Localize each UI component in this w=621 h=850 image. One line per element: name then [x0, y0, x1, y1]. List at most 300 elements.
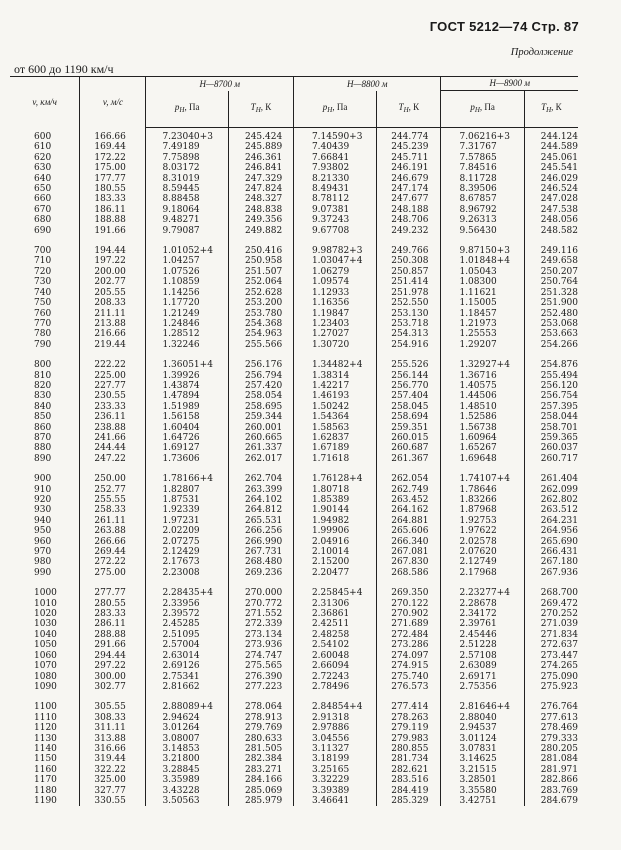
table-cell: 247.824	[228, 184, 293, 194]
col-temperature-8800: $T_H$, К	[377, 91, 441, 128]
table-cell: 1.34482+4	[293, 360, 376, 370]
table-cell: 1.32246	[146, 340, 229, 350]
table-cell: 890	[10, 454, 80, 464]
table-cell: 2.94537	[441, 723, 524, 733]
table-cell: 2.45285	[146, 619, 229, 629]
table-cell: 266.990	[228, 537, 293, 547]
table-cell: 277.414	[377, 702, 441, 712]
table-cell: 3.35989	[146, 775, 229, 785]
table-row	[10, 537, 578, 547]
table-cell: 1.09574	[293, 277, 376, 287]
table-cell: 269.236	[228, 568, 293, 578]
table-cell: 252.480	[540, 308, 578, 319]
table-cell: 1.03047+4	[293, 256, 376, 266]
table-cell: 280.205	[540, 743, 578, 754]
table-cell: 3.14625	[441, 754, 524, 764]
table-cell: 272.637	[540, 640, 578, 651]
table-cell: 325.00	[80, 775, 146, 785]
table-cell: 250.764	[540, 277, 578, 288]
table-cell: 248.582	[540, 225, 578, 236]
table-cell: 1.36716	[441, 371, 524, 381]
table-cell: 790	[10, 340, 80, 350]
table-cell: 1110	[10, 713, 80, 723]
table-cell: 2.69126	[146, 661, 229, 671]
table-cell: 272.22	[80, 557, 146, 567]
table-cell: 246.524	[540, 184, 578, 195]
table-cell: 1020	[10, 609, 80, 619]
table-cell: 270.902	[377, 609, 441, 619]
table-cell: 7.06216+3	[441, 128, 524, 143]
table-cell: 253.718	[377, 319, 441, 329]
table-cell: 268.700	[540, 588, 578, 599]
table-row	[10, 340, 578, 350]
table-cell: 3.11327	[293, 744, 376, 754]
table-cell: 1010	[10, 599, 80, 609]
table-cell: 255.566	[228, 340, 293, 350]
table-cell: 7.14590+3	[293, 128, 376, 143]
table-cell: 251.507	[228, 267, 293, 277]
table-cell: 1.56738	[441, 423, 524, 433]
range-caption: от 600 до 1190 км/ч	[14, 62, 114, 76]
table-cell: 278.913	[228, 713, 293, 723]
table-cell: 251.328	[540, 287, 578, 298]
table-cell: 279.333	[540, 733, 578, 744]
table-cell: 263.452	[377, 495, 441, 505]
table-cell: 282.866	[540, 775, 578, 786]
table-row	[10, 246, 578, 256]
table-cell: 245.711	[377, 153, 441, 163]
table-cell: 245.889	[228, 142, 293, 152]
table-cell: 279.769	[228, 723, 293, 733]
table-cell: 264.102	[228, 495, 293, 505]
table-cell: 670	[10, 205, 80, 215]
table-cell: 236.11	[80, 412, 146, 422]
table-cell: 1.73606	[146, 454, 229, 464]
table-cell: 1.42217	[293, 381, 376, 391]
table-cell: 246.029	[540, 173, 578, 184]
table-cell: 960	[10, 537, 80, 547]
table-cell: 260.001	[228, 423, 293, 433]
table-cell: 281.505	[228, 744, 293, 754]
table-cell: 740	[10, 288, 80, 298]
table-cell: 8.88458	[146, 194, 229, 204]
table-cell: 1.60964	[441, 433, 524, 443]
table-cell: 244.124	[540, 132, 578, 142]
table-cell: 262.802	[540, 495, 578, 505]
table-cell: 245.061	[540, 152, 578, 163]
table-cell: 180.55	[80, 184, 146, 194]
col-v-ms: v, м/с	[80, 77, 146, 128]
table-cell: 222.22	[80, 360, 146, 370]
table-cell: 620	[10, 153, 80, 163]
col-v-kmh: v, км/ч	[10, 77, 80, 128]
table-cell: 3.04556	[293, 734, 376, 744]
table-cell: 2.75341	[146, 672, 229, 682]
table-cell: 311.11	[80, 723, 146, 733]
table-cell: 246.361	[228, 153, 293, 163]
table-cell: 840	[10, 402, 80, 412]
table-cell: 177.77	[80, 174, 146, 184]
table-cell: 1.30720	[293, 340, 376, 350]
table-cell: 1070	[10, 661, 80, 671]
table-cell: 276.764	[540, 702, 578, 713]
table-cell: 194.44	[80, 246, 146, 256]
table-cell: 8.96792	[441, 205, 524, 215]
table-cell: 275.565	[228, 661, 293, 671]
table-cell: 1.32927+4	[441, 360, 524, 370]
table-cell: 266.340	[377, 537, 441, 547]
table-cell: 268.480	[228, 557, 293, 567]
table-row	[10, 163, 578, 173]
table-cell: 8.39506	[441, 184, 524, 194]
table-cell: 260.665	[228, 433, 293, 443]
table-cell: 2.07620	[441, 547, 524, 557]
table-cell: 319.44	[80, 754, 146, 764]
table-cell: 258.694	[377, 412, 441, 422]
table-cell: 267.731	[228, 547, 293, 557]
col-temperature-8700: $T_H$, К	[228, 91, 293, 128]
table-cell: 260.015	[377, 433, 441, 443]
table-cell: 255.526	[377, 360, 441, 370]
table-cell: 2.78496	[293, 682, 376, 692]
table-cell: 256.770	[377, 381, 441, 391]
table-cell: 2.42511	[293, 619, 376, 629]
table-cell: 870	[10, 433, 80, 443]
table-cell: 313.88	[80, 734, 146, 744]
table-row	[10, 557, 578, 567]
table-cell: 9.87150+3	[441, 246, 524, 256]
table-cell: 1100	[10, 702, 80, 712]
table-row	[10, 433, 578, 443]
table-cell: 271.689	[377, 619, 441, 629]
table-cell: 1.15005	[441, 298, 524, 308]
group-spacer	[10, 464, 578, 474]
table-cell: 316.66	[80, 744, 146, 754]
table-row	[10, 723, 578, 733]
table-cell: 267.081	[377, 547, 441, 557]
continuation-label: Продолжение	[510, 47, 573, 58]
table-row	[10, 640, 578, 650]
table-cell: 267.830	[377, 557, 441, 567]
table-cell: 249.658	[540, 256, 578, 267]
table-cell: 188.88	[80, 215, 146, 225]
table-cell: 274.915	[377, 661, 441, 671]
table-cell: 186.11	[80, 205, 146, 215]
table-cell: 250.308	[377, 256, 441, 266]
table-cell: 278.064	[228, 702, 293, 712]
table-cell: 9.18064	[146, 205, 229, 215]
table-cell: 680	[10, 215, 80, 225]
table-cell: 1140	[10, 744, 80, 754]
table-row	[10, 568, 578, 578]
table-cell: 251.900	[540, 298, 578, 309]
table-cell: 1.99906	[293, 526, 376, 536]
table-cell: 308.33	[80, 713, 146, 723]
table-cell: 254.963	[228, 329, 293, 339]
table-row	[10, 329, 578, 339]
table-cell: 7.66841	[293, 153, 376, 163]
group-label-8700: H—8700 м	[146, 77, 294, 91]
table-cell: 300.00	[80, 672, 146, 682]
table-row	[10, 786, 578, 796]
table-cell: 248.838	[228, 205, 293, 215]
table-cell: 3.35580	[441, 786, 524, 796]
table-cell: 257.420	[228, 381, 293, 391]
table-cell: 238.88	[80, 423, 146, 433]
table-cell: 1.71618	[293, 454, 376, 464]
table-cell: 249.356	[228, 215, 293, 225]
table-cell: 262.054	[377, 474, 441, 484]
table-cell: 2.45446	[441, 630, 524, 640]
table-cell: 233.33	[80, 402, 146, 412]
table-cell: 264.231	[540, 515, 578, 526]
table-cell: 9.37243	[293, 215, 376, 225]
table-row	[10, 267, 578, 277]
table-row	[10, 734, 578, 744]
table-cell: 7.49189	[146, 142, 229, 152]
table-cell: 273.134	[228, 630, 293, 640]
table-cell: 650	[10, 184, 80, 194]
table-cell: 257.395	[540, 401, 578, 412]
table-cell: 2.60048	[293, 651, 376, 661]
table-row	[10, 226, 578, 236]
table-cell: 1.82807	[146, 485, 229, 495]
table-cell: 263.512	[540, 505, 578, 516]
table-cell: 710	[10, 256, 80, 266]
table-cell: 247.22	[80, 454, 146, 464]
table-cell: 262.099	[540, 484, 578, 495]
table-cell: 1.52586	[441, 412, 524, 422]
group-spacer	[10, 692, 578, 702]
table-cell: 230.55	[80, 391, 146, 401]
table-cell: 3.43228	[146, 786, 229, 796]
table-cell: 245.541	[540, 163, 578, 174]
table-cell: 1.97231	[146, 516, 229, 526]
table-cell: 1.65267	[441, 443, 524, 453]
table-cell: 2.23008	[146, 568, 229, 578]
table-cell: 1.87531	[146, 495, 229, 505]
table-cell: 266.431	[540, 547, 578, 558]
table-cell: 1160	[10, 765, 80, 775]
table-cell: 272.484	[377, 630, 441, 640]
table-cell: 3.46641	[293, 796, 376, 806]
table-row	[10, 495, 578, 505]
table-cell: 1.05043	[441, 267, 524, 277]
table-cell: 2.28435+4	[146, 588, 229, 598]
table-cell: 1.78646	[441, 485, 524, 495]
table-cell: 1.28512	[146, 329, 229, 339]
table-cell: 1.01052+4	[146, 246, 229, 256]
table-cell: 1.21973	[441, 319, 524, 329]
table-cell: 261.11	[80, 516, 146, 526]
table-cell: 2.63089	[441, 661, 524, 671]
table-cell: 267.936	[540, 567, 578, 578]
table-cell: 247.028	[540, 194, 578, 205]
table-cell: 1.76128+4	[293, 474, 376, 484]
table-cell: 920	[10, 495, 80, 505]
table-cell: 256.754	[540, 391, 578, 402]
table-cell: 880	[10, 443, 80, 453]
table-cell: 850	[10, 412, 80, 422]
table-cell: 610	[10, 142, 80, 152]
table-cell: 3.32229	[293, 775, 376, 785]
table-cell: 3.07831	[441, 744, 524, 754]
table-cell: 1060	[10, 651, 80, 661]
table-cell: 1.16356	[293, 298, 376, 308]
table-row	[10, 702, 578, 712]
table-cell: 1.92753	[441, 516, 524, 526]
table-row	[10, 454, 578, 464]
table-row	[10, 256, 578, 266]
table-cell: 820	[10, 381, 80, 391]
table-cell: 284.419	[377, 786, 441, 796]
table-cell: 1.18457	[441, 309, 524, 319]
atmosphere-table	[10, 76, 578, 806]
col-pressure-8700: $p_H$, Па	[146, 91, 229, 128]
table-cell: 297.22	[80, 661, 146, 671]
table-header	[10, 77, 578, 128]
table-cell: 7.57865	[441, 153, 524, 163]
table-cell: 270.772	[228, 599, 293, 609]
table-cell: 1.78166+4	[146, 474, 229, 484]
table-cell: 2.23277+4	[441, 588, 524, 598]
table-row	[10, 609, 578, 619]
table-cell: 285.069	[228, 786, 293, 796]
table-cell: 274.265	[540, 661, 578, 672]
table-cell: 860	[10, 423, 80, 433]
table-cell: 730	[10, 277, 80, 287]
table-cell: 270.122	[377, 599, 441, 609]
table-cell: 1.69127	[146, 443, 229, 453]
table-cell: 2.51228	[441, 640, 524, 650]
table-cell: 260.037	[540, 443, 578, 454]
table-cell: 250.958	[228, 256, 293, 266]
table-cell: 264.162	[377, 505, 441, 515]
table-cell: 1.58563	[293, 423, 376, 433]
table-cell: 2.07275	[146, 537, 229, 547]
table-cell: 1.50242	[293, 402, 376, 412]
table-cell: 2.12429	[146, 547, 229, 557]
table-cell: 9.67708	[293, 226, 376, 236]
table-cell: 1.60404	[146, 423, 229, 433]
table-cell: 1.83266	[441, 495, 524, 505]
table-row	[10, 516, 578, 526]
table-cell: 269.350	[377, 588, 441, 598]
table-cell: 1170	[10, 775, 80, 785]
table-cell: 760	[10, 309, 80, 319]
table-cell: 265.690	[540, 536, 578, 547]
table-cell: 3.42751	[441, 796, 524, 806]
table-cell: 2.20477	[293, 568, 376, 578]
table-cell: 302.77	[80, 682, 146, 692]
table-row	[10, 174, 578, 184]
table-cell: 244.589	[540, 142, 578, 153]
table-cell: 272.339	[228, 619, 293, 629]
table-cell: 2.94624	[146, 713, 229, 723]
table-cell: 8.78112	[293, 194, 376, 204]
table-row	[10, 371, 578, 381]
table-cell: 2.54102	[293, 640, 376, 650]
table-cell: 269.472	[540, 598, 578, 609]
table-cell: 8.21330	[293, 174, 376, 184]
table-cell: 940	[10, 516, 80, 526]
table-cell: 284.679	[540, 795, 578, 806]
table-cell: 2.39572	[146, 609, 229, 619]
table-row	[10, 775, 578, 785]
table-cell: 1030	[10, 619, 80, 629]
table-row	[10, 474, 578, 484]
table-row	[10, 194, 578, 204]
table-row	[10, 309, 578, 319]
table-cell: 274.747	[228, 651, 293, 661]
table-cell: 970	[10, 547, 80, 557]
table-cell: 254.916	[377, 340, 441, 350]
table-row	[10, 205, 578, 215]
table-cell: 259.365	[540, 432, 578, 443]
table-cell: 169.44	[80, 142, 146, 152]
table-cell: 250.416	[228, 246, 293, 256]
table-row	[10, 485, 578, 495]
table-cell: 175.00	[80, 163, 146, 173]
table-cell: 253.068	[540, 318, 578, 329]
table-cell: 2.75356	[441, 682, 524, 692]
table-cell: 166.66	[80, 128, 146, 143]
table-cell: 250.00	[80, 474, 146, 484]
table-cell: 249.882	[228, 226, 293, 236]
table-cell: 1.92339	[146, 505, 229, 515]
table-cell: 1.62837	[293, 433, 376, 443]
table-cell: 1.51989	[146, 402, 229, 412]
table-cell: 1180	[10, 786, 80, 796]
table-cell: 283.33	[80, 609, 146, 619]
table-cell: 1.24846	[146, 319, 229, 329]
table-cell: 248.706	[377, 215, 441, 225]
table-cell: 2.34172	[441, 609, 524, 619]
table-cell: 2.12749	[441, 557, 524, 567]
table-cell: 261.404	[540, 474, 578, 485]
table-cell: 950	[10, 526, 80, 536]
table-cell: 253.663	[540, 329, 578, 340]
table-cell: 780	[10, 329, 80, 339]
table-cell: 1.44506	[441, 391, 524, 401]
table-cell: 770	[10, 319, 80, 329]
table-cell: 254.368	[228, 319, 293, 329]
table-cell: 245.239	[377, 142, 441, 152]
table-cell: 268.586	[377, 568, 441, 578]
table-cell: 3.14853	[146, 744, 229, 754]
table-cell: 1.06279	[293, 267, 376, 277]
table-cell: 8.59445	[146, 184, 229, 194]
table-cell: 276.390	[228, 672, 293, 682]
table-cell: 183.33	[80, 194, 146, 204]
table-cell: 281.734	[377, 754, 441, 764]
table-cell: 283.516	[377, 775, 441, 785]
table-cell: 205.55	[80, 288, 146, 298]
table-row	[10, 412, 578, 422]
table-cell: 263.88	[80, 526, 146, 536]
table-cell: 252.628	[228, 288, 293, 298]
table-cell: 286.11	[80, 619, 146, 629]
table-cell: 219.44	[80, 340, 146, 350]
table-row	[10, 505, 578, 515]
table-cell: 1.21249	[146, 309, 229, 319]
table-cell: 258.695	[228, 402, 293, 412]
table-row	[10, 381, 578, 391]
table-row	[10, 215, 578, 225]
table-cell: 248.188	[377, 205, 441, 215]
table-cell: 1.23403	[293, 319, 376, 329]
table-cell: 2.17968	[441, 568, 524, 578]
